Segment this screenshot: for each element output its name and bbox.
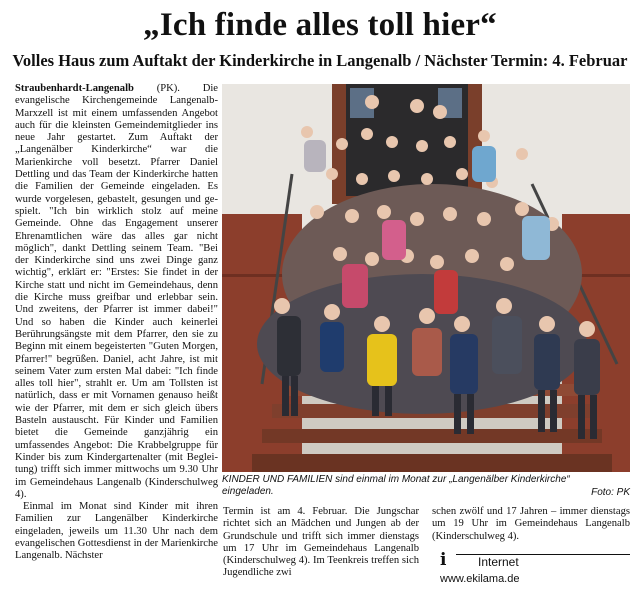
photo-caption [222, 474, 630, 502]
article-paragraph-2: Einmal im Monat sind Kinder mit ihren Familien zur Langenälber Kinderkirche eingeladen, jeweils um 11.30 Uhr nach dem evangelischen Gottesdienst in der Marienkirche Langenalb. Nächster [15, 501, 218, 562]
article-paragraph-1-text: (PK). Die evangelische Kirchengemeinde Langenalb-Marxzell ist mit einem umfassenden Angebot auch für die kleinsten Gemeindemitglieder ins neue Jahr gestartet. Zum Auftakt der „Langenälber Kinderkirche“ war die Marienkirche voll besetzt. Pfarrer Daniel Dettling und das Team der Kinderkirche hatten die Familien der Gemeinde eingeladen. Es wurde vorgelesen, gebastelt, gesungen und gespielt. "Ich bin wirklich stolz auf meine Gemeinde. Ohne das Engagement unserer Ehrenamtlichen wäre das alles gar nicht möglich", dankt Dettling seinem Team. "Bei der Kinderkirche sind uns zwei Dinge ganz wichtig", erklärt er: "Erstes: Sie findet in der Kirche statt und nicht im Gemeindehaus, denn die Kirche muss greifbar und erlebbar sein. Und zweitens, der Pfarrer ist immer dabei!" Und so haben die Kinder auch keinerlei Berührungsängste mit dem Pfarrer, den sie zu Beginn mit einem begeisterten "Guten Morgen, Pfarrer!" begrüßen. Daniel, acht Jahre, ist mit seinem Vater zum ersten Mal dabei: "Ich finde alles toll hier", strahlt er. Um am Tollsten ist natürlich, dass er mit Vornamen genauso heißt wie der Pfarrer, mit dem er sich gleich übers Basteln austauscht. Für Kinder und Familien bietet die Gemeinde ganzjährig ein umfassendes Angebot: Die Krabbelgruppe für Kinder bis zum Kindergartenalter (mit Begleitung) trifft sich immer mittwochs um 9.30 Uhr im Gemeindehaus Langenalb (Kinderschulweg 4). [15, 83, 218, 500]
article-column-1 [15, 83, 218, 588]
photo-credit: Foto: PK [591, 487, 630, 498]
article-column-2 [223, 506, 419, 590]
article-column-3 [432, 506, 630, 556]
info-icon: i [440, 550, 447, 570]
infobox-url-link[interactable]: www.ekilama.de [440, 573, 520, 585]
article-paragraph-1 [15, 83, 218, 501]
dateline: Straubenhardt-Langenalb [15, 83, 134, 94]
article-column-3-text: schen zwölf und 17 Jahren – immer dienstags um 19 Uhr im Gemeindehaus Langenalb (Kinderschulweg 4). [432, 506, 630, 542]
headline: „Ich finde alles toll hier“ [143, 7, 497, 43]
group-photo-illustration [222, 84, 630, 472]
internet-infobox [432, 552, 630, 590]
subheadline: Volles Haus zum Auftakt der Kinderkirche in Langenalb / Nächster Termin: 4. Februar [12, 51, 628, 70]
infobox-label: Internet [478, 555, 519, 569]
photo-caption-text: KINDER UND FAMILIEN sind einmal im Monat zur „Langenälber Kinderkirche“ eingeladen. [222, 474, 570, 497]
article-column-2-text: Termin ist am 4. Februar. Die Jungschar richtet sich an Mädchen und Jungen ab der Grundschule und trifft sich immer dienstags um 17 Uhr im Gemeindehaus Langenalb (Kinderschulweg 4). Im Teenkreis treffen sich Jugendliche zwi [223, 506, 419, 579]
group-photo [222, 84, 630, 472]
